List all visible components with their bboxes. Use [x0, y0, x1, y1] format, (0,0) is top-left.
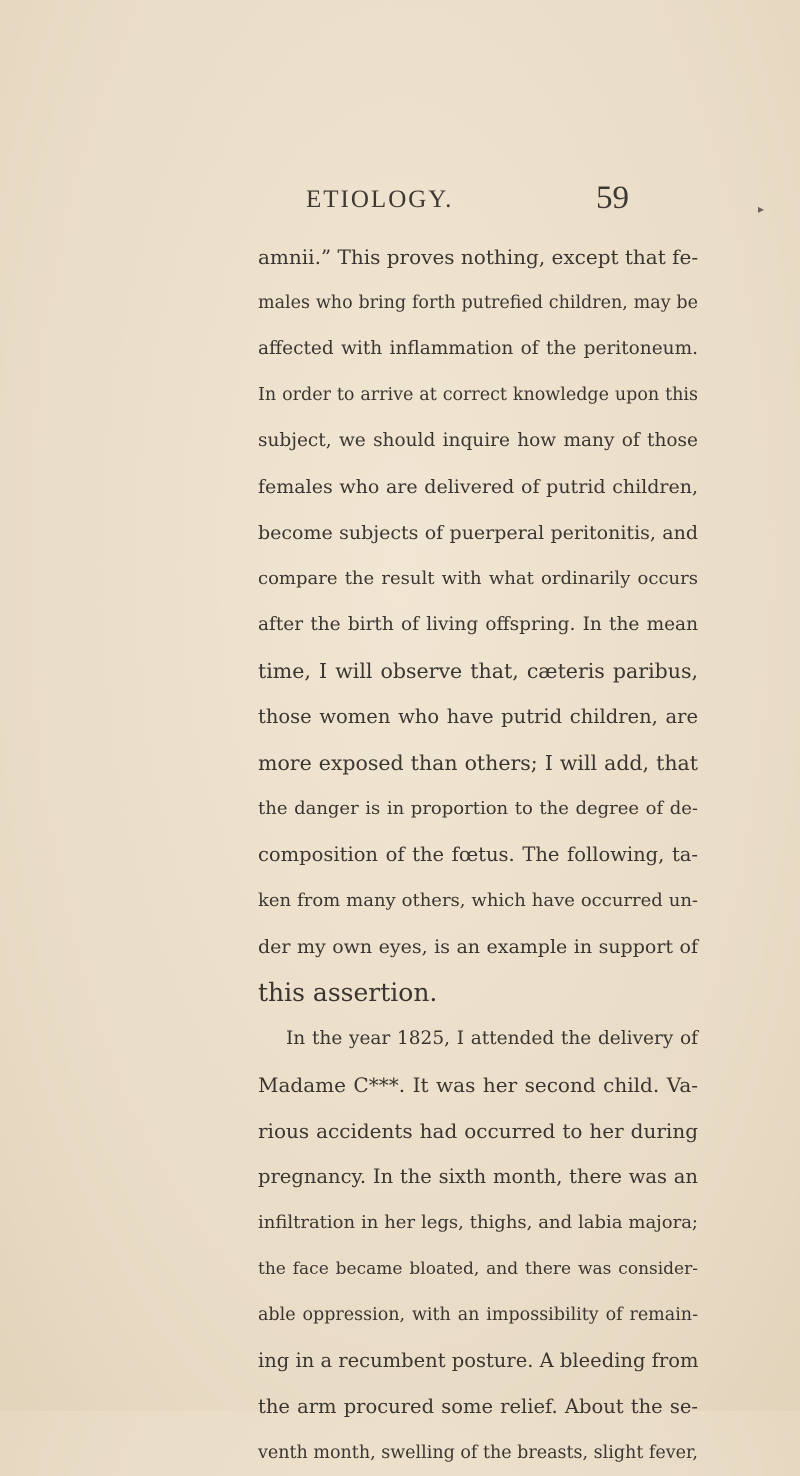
running-title: ETIOLOGY.: [306, 186, 454, 213]
text-line: males who bring forth putrefied children, may be: [258, 293, 698, 313]
text-line: this assertion.: [258, 978, 438, 1007]
text-line: the danger is in proportion to the degree of de-: [258, 798, 698, 819]
page-number: 59: [596, 180, 629, 216]
text-line: the face became bloated, and there was consider-: [258, 1259, 698, 1279]
text-line: pregnancy. In the sixth month, there was an: [258, 1165, 698, 1188]
text-line: time, I will observe that, cæteris paribus,: [258, 659, 698, 683]
text-line: affected with inflammation of the peritoneum.: [258, 338, 698, 359]
text-line: infiltration in her legs, thighs, and labia majora;: [258, 1212, 698, 1233]
text-line: ing in a recumbent posture. A bleeding from: [258, 1349, 699, 1372]
text-line: der my own eyes, is an example in support of: [258, 936, 698, 958]
body-text: [258, 234, 698, 1476]
text-line: able oppression, with an impossibility of remain-: [258, 1305, 698, 1325]
text-line: subject, we should inquire how many of those: [258, 430, 698, 451]
text-line: In order to arrive at correct knowledge upon this: [258, 385, 698, 405]
text-line: composition of the fœtus. The following, ta-: [258, 843, 698, 866]
text-line: venth month, swelling of the breasts, slight fever,: [258, 1443, 698, 1463]
text-line: become subjects of puerperal peritonitis, and: [258, 522, 698, 544]
paragraph-first-line: In the year 1825, I attended the delivery of: [286, 1028, 698, 1049]
text-line: females who are delivered of putrid children,: [258, 476, 698, 498]
text-line: rious accidents had occurred to her during: [258, 1119, 698, 1143]
text-line: compare the result with what ordinarily occurs: [258, 568, 698, 589]
text-line: Madame C***. It was her second child. Va-: [258, 1073, 698, 1097]
text-line: after the birth of living offspring. In the mean: [258, 614, 698, 635]
text-line: those women who have putrid children, are: [258, 705, 698, 728]
running-head: [0, 180, 800, 222]
text-line: ken from many others, which have occurred un-: [258, 890, 698, 911]
text-line: amnii.” This proves nothing, except that fe-: [258, 245, 699, 269]
text-line: more exposed than others; I will add, that: [258, 751, 698, 775]
text-line: the arm procured some relief. About the se-: [258, 1395, 698, 1418]
margin-speck-icon: ▸: [758, 202, 765, 216]
